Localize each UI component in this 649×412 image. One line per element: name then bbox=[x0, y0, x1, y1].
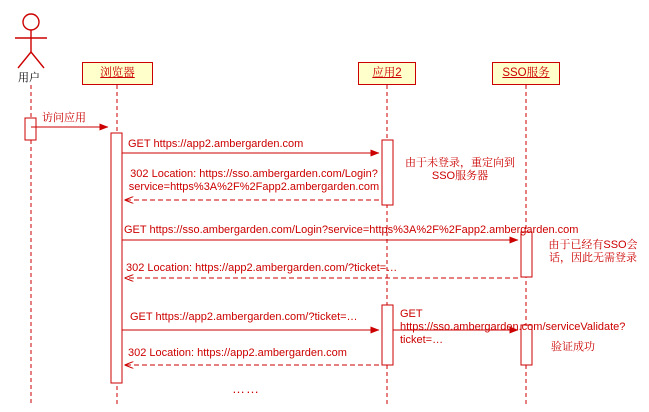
lifeline-box-sso[interactable]: SSO服务 bbox=[492, 62, 560, 85]
message-label-m0: 访问应用 bbox=[42, 112, 86, 124]
continuation-ellipsis: …… bbox=[232, 381, 260, 396]
note-login-redirect: 由于未登录，重定向到SSO服务器 bbox=[405, 157, 515, 182]
lifeline-box-browser[interactable]: 浏览器 bbox=[82, 62, 153, 85]
message-label-m2: 302 Location: https://sso.ambergarden.com/Login?service=https%3A%2F%2Fapp2.ambergarden.com bbox=[128, 168, 380, 193]
message-label-m5: GET https://app2.ambergarden.com/?ticket=… bbox=[130, 311, 358, 323]
message-label-m3: GET https://sso.ambergarden.com/Login?service=https%3A%2F%2Fapp2.ambergarden.com bbox=[124, 224, 579, 236]
lifeline-box-app2[interactable]: 应用2 bbox=[358, 62, 416, 85]
user-actor-label: 用户 bbox=[18, 72, 40, 84]
note-validate-success: 验证成功 bbox=[551, 341, 595, 353]
user-actor-figure bbox=[15, 14, 47, 68]
message-label-m1: GET https://app2.ambergarden.com bbox=[128, 138, 304, 150]
message-label-m7: 302 Location: https://app2.ambergarden.com bbox=[128, 347, 347, 359]
note-existing-sso-session: 由于已经有SSO会话，因此无需登录 bbox=[548, 239, 638, 264]
message-label-m6: GET https://sso.ambergarden.com/serviceValidate?ticket=… bbox=[400, 308, 626, 346]
message-label-m4: 302 Location: https://app2.ambergarden.com/?ticket=… bbox=[126, 262, 398, 274]
